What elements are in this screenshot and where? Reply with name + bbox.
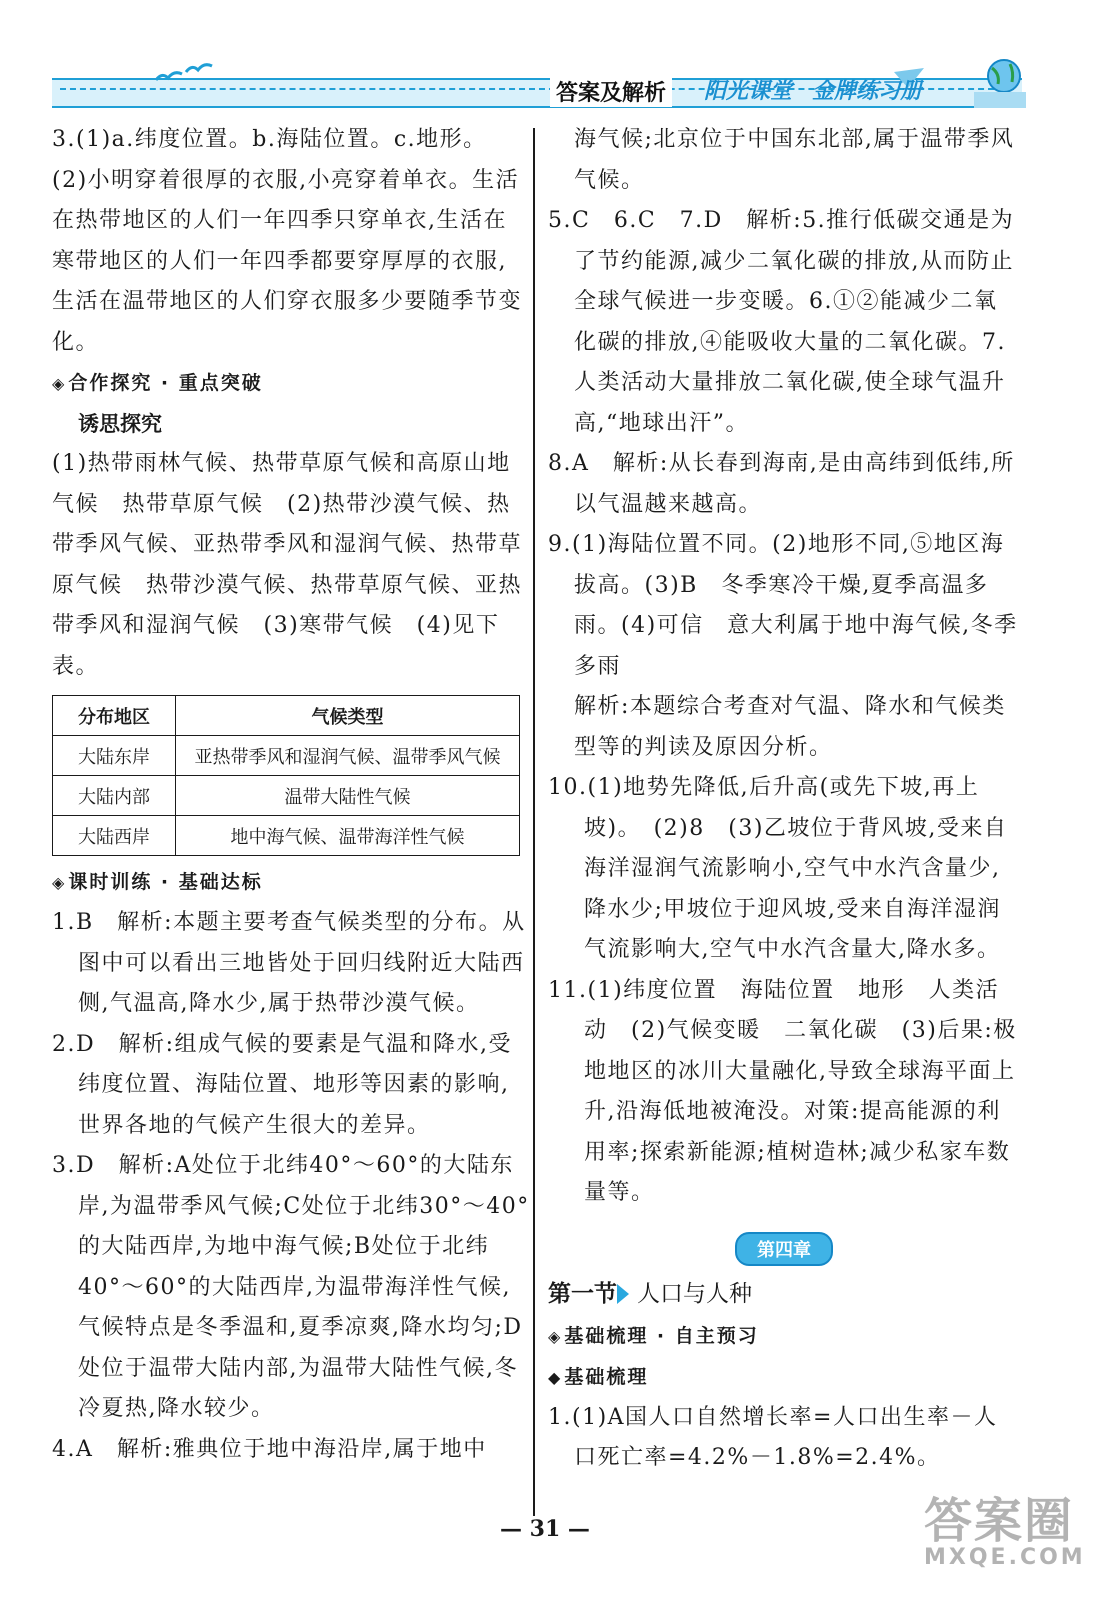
answer-4: 4.A 解析:雅典位于地中海沿岸,属于地中 [52, 1436, 487, 1462]
watermark-cn: 答案圈 [924, 1493, 1075, 1549]
table-cell-region: 大陆西岸 [53, 816, 176, 856]
table-cell-climate: 温带大陆性气候 [176, 776, 520, 816]
section-heading-cooperation: ◈ 合作探究 · 重点突破 [52, 372, 263, 394]
table-row [53, 816, 520, 856]
table-cell-region: 大陆内部 [53, 776, 176, 816]
diamond-icon: ◈ [52, 374, 67, 393]
globe-icon [970, 58, 1030, 110]
table-header-region: 分布地区 [53, 696, 176, 736]
column-divider [533, 128, 535, 1516]
answer-9-analysis: 解析:本题综合考查对气温、降水和气候类型等的判读及原因分析。 [574, 694, 1006, 760]
section-number: 第一节 [548, 1280, 617, 1307]
diamond-icon: ◈ [52, 873, 67, 892]
right-column [548, 120, 1020, 1479]
answer-10: 10.(1)地势先降低,后升高(或先下坡,再上坡)。 (2)8 (3)乙坡位于背风坡,受来自海洋湿润气流影响小,空气中水汽含量少,降水少;甲坡位于迎风坡,受来自海洋湿润气流影响大,空气中水汽含量大,降水多。 [548, 775, 1008, 962]
answer-4-continued: 海气候;北京位于中国东北部,属于温带季风气候。 [574, 127, 1015, 193]
answer-1-population: 1.(1)A国人口自然增长率=人口出生率－人口死亡率=4.2%－1.8%=2.4%。 [548, 1404, 998, 1470]
answer-8: 8.A 解析:从长春到海南,是由高纬到低纬,所以气温越来越高。 [548, 451, 1015, 517]
left-column [52, 120, 530, 1470]
chapter-banner-wrap [548, 1232, 1020, 1266]
q3-part1: 3.(1)a.纬度位置。b.海陆位置。c.地形。 [52, 127, 487, 152]
subheading-basics: ◆ 基础梳理 [548, 1365, 649, 1388]
chapter-banner: 第四章 [735, 1232, 833, 1266]
table-row [53, 776, 520, 816]
section-title [548, 1272, 1020, 1316]
table-cell-climate: 亚热带季风和湿润气候、温带季风气候 [176, 736, 520, 776]
page-number: — 31 — [500, 1516, 590, 1542]
table-header-climate: 气候类型 [176, 696, 520, 736]
brand-gold-workbook: 金牌练习册 [812, 79, 923, 104]
section-title-text: 人口与人种 [637, 1280, 752, 1307]
section-heading-training: ◈ 课时训练 · 基础达标 [52, 871, 263, 893]
q3-part2: (2)小明穿着很厚的衣服,小亮穿着单衣。生活在热带地区的人们一年四季只穿单衣,生活在寒带地区的人们一年四季都要穿厚厚的衣服,生活在温带地区的人们穿衣服多少要随季节变化。 [52, 167, 523, 355]
subheading-explore: 诱思探究 [78, 412, 162, 436]
answer-2: 2.D 解析:组成气候的要素是气温和降水,受纬度位置、海陆位置、地形等因素的影响,世界各地的气候产生很大的差异。 [52, 1031, 513, 1138]
watermark-logo [924, 1493, 1086, 1570]
table-header-row [53, 696, 520, 736]
answer-5-7: 5.C 6.C 7.D 解析:5.推行低碳交通是为了节约能源,减少二氧化碳的排放,从而防止全球气候进一步变暖。6.①②能减少二氧化碳的排放,④能吸收大量的二氧化碳。7.人类活动大量排放二氧化碳,使全球气温升高,“地球出汗”。 [548, 208, 1015, 436]
climate-table [52, 695, 520, 856]
answer-1: 1.B 解析:本题主要考查气候类型的分布。从图中可以看出三地皆处于回归线附近大陆西侧,气温高,降水少,属于热带沙漠气候。 [52, 910, 526, 1016]
answer-9: 9.(1)海陆位置不同。(2)地形不同,⑤地区海拔高。(3)B 冬季寒冷干燥,夏季高温多雨。(4)可信 意大利属于地中海气候,冬季多雨 [548, 532, 1018, 679]
explore-answers: (1)热带雨林气候、热带草原气候和高原山地气候 热带草原气候 (2)热带沙漠气候、热带季风气候、亚热带季风和湿润气候、热带草原气候 热带沙漠气候、热带草原气候、亚热带季风和湿润气候 (3)寒带气候 (4)见下表。 [52, 451, 523, 679]
table-row [53, 736, 520, 776]
black-diamond-icon: ◆ [548, 1367, 563, 1387]
section-heading-preview: ◈ 基础梳理 · 自主预习 [548, 1324, 759, 1347]
watermark-en: MXQE.COM [924, 1545, 1086, 1570]
page-header [52, 58, 1022, 110]
table-cell-climate: 地中海气候、温带海洋性气候 [176, 816, 520, 856]
diamond-icon: ◈ [548, 1326, 563, 1346]
header-answer-label: 答案及解析 [550, 76, 672, 107]
arrow-icon [617, 1284, 629, 1304]
table-cell-region: 大陆东岸 [53, 736, 176, 776]
brand-sunshine-class: 阳光课堂 [704, 79, 793, 104]
answer-3: 3.D 解析:A处位于北纬40°～60°的大陆东岸,为温带季风气候;C处位于北纬30°～40°的大陆西岸,为地中海气候;B处位于北纬40°～60°的大陆西岸,为温带海洋性气候,气候特点是冬季温和,夏季凉爽,降水均匀;D处位于温带大陆内部,为温带大陆性气候,冬冷夏热,降水较少。 [52, 1153, 530, 1421]
header-brand [704, 74, 922, 105]
answer-11: 11.(1)纬度位置 海陆位置 地形 人类活动 (2)气候变暖 二氧化碳 (3)后果:极地地区的冰川大量融化,导致全球海平面上升,沿海低地被淹没。对策:提高能源的利用率;探索新能源;植树造林;减少私家车数量等。 [548, 977, 1017, 1205]
seagulls-icon [142, 58, 222, 88]
